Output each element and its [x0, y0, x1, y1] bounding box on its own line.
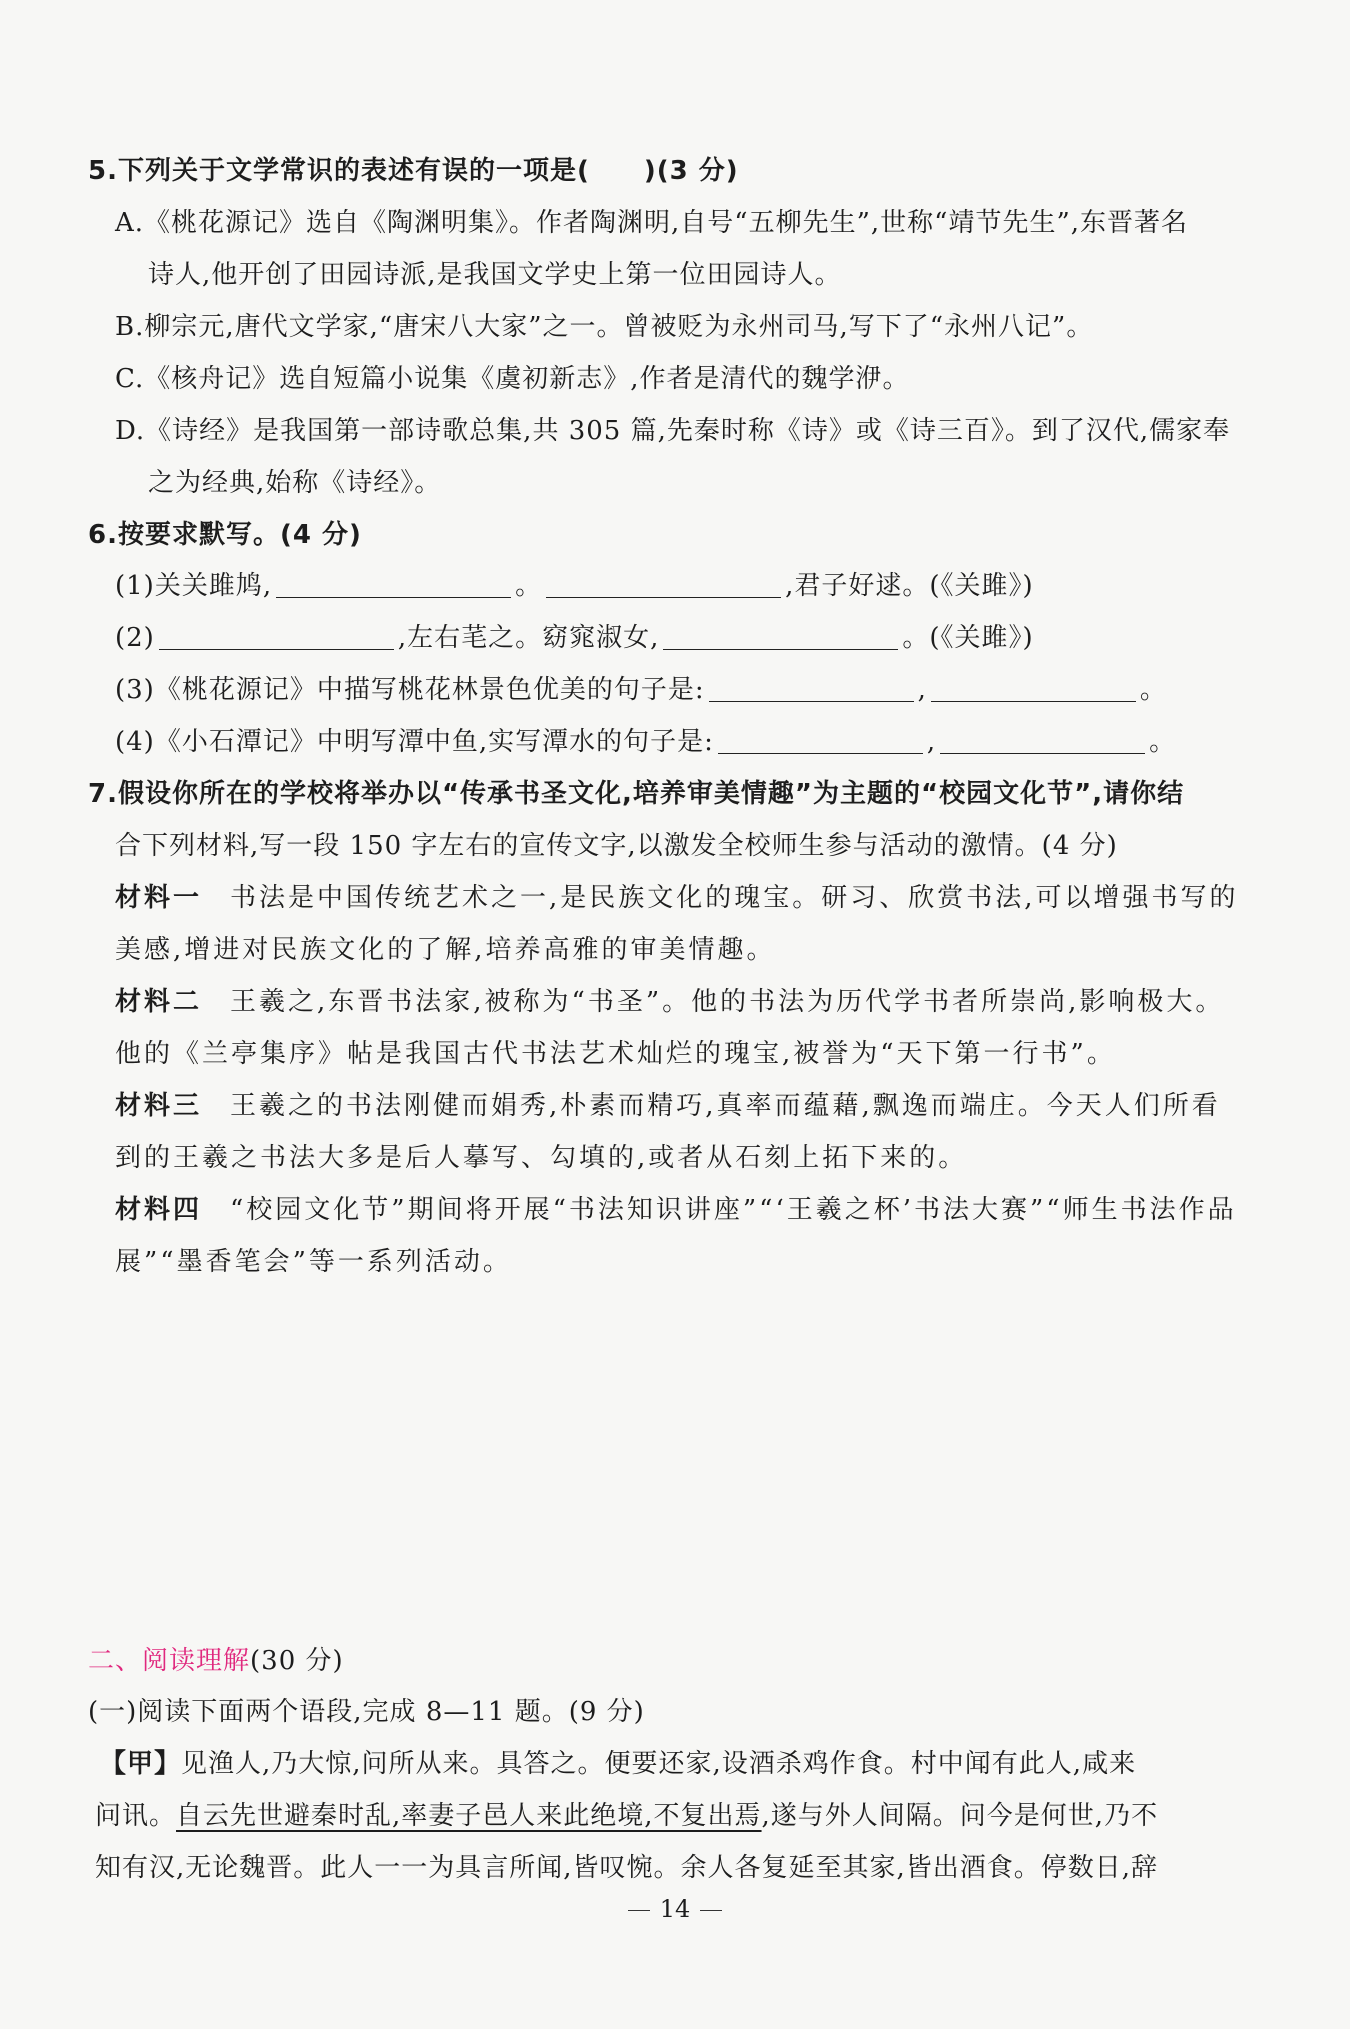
q6-item-3	[115, 672, 1167, 708]
section-2-title: 二、阅读理解	[88, 1646, 251, 1676]
q6-2-blank-2[interactable]	[663, 623, 898, 650]
section-2-heading	[88, 1643, 344, 1679]
material-1-line2: 美感,增进对民族文化的了解,培养高雅的审美情趣。	[115, 935, 776, 965]
q6-1-blank-2[interactable]	[546, 571, 781, 598]
material-1-line1	[115, 880, 1239, 916]
q6-3-blank-1[interactable]	[709, 675, 914, 702]
q6-3-text-a: (3)《桃花源记》中描写桃花林景色优美的句子是:	[115, 675, 705, 705]
section-2-subheading: (一)阅读下面两个语段,完成 8—11 题。(9 分)	[88, 1697, 645, 1727]
passage-jia-line3: 知有汉,无论魏晋。此人一一为具言所闻,皆叹惋。余人各复延至其家,皆出酒食。停数日,辞	[95, 1853, 1159, 1883]
q7-stem-line1: 7.假设你所在的学校将举办以“传承书圣文化,培养审美情趣”为主题的“校园文化节”,请你结	[88, 779, 1185, 809]
passage-jia-text-1: 见渔人,乃大惊,问所从来。具答之。便要还家,设酒杀鸡作食。村中闻有此人,咸来	[181, 1749, 1137, 1779]
material-2-line2: 他的《兰亭集序》帖是我国古代书法艺术灿烂的瑰宝,被誉为“天下第一行书”。	[115, 1039, 1116, 1069]
q6-2-text-c: 。(《关雎》)	[902, 623, 1034, 653]
q5-stem: 5.下列关于文学常识的表述有误的一项是( )(3 分)	[88, 156, 739, 186]
q6-1-text-a: (1)关关雎鸠,	[115, 571, 273, 601]
q6-3-blank-2[interactable]	[931, 675, 1136, 702]
q6-4-text-a: (4)《小石潭记》中明写潭中鱼,实写潭水的句子是:	[115, 727, 714, 757]
material-3-line2: 到的王羲之书法大多是后人摹写、勾填的,或者从石刻上拓下来的。	[115, 1143, 968, 1173]
material-1-label: 材料一	[115, 883, 203, 913]
q5-option-a-line1: A.《桃花源记》选自《陶渊明集》。作者陶渊明,自号“五柳先生”,世称“靖节先生”,东晋著名	[115, 208, 1189, 238]
q6-stem: 6.按要求默写。(4 分)	[88, 520, 362, 550]
q6-item-4	[115, 724, 1176, 760]
q7-stem-line2: 合下列材料,写一段 150 字左右的宣传文字,以激发全校师生参与活动的激情。(4 分)	[115, 831, 1118, 861]
material-2-label: 材料二	[115, 987, 203, 1017]
q6-4-blank-2[interactable]	[940, 727, 1145, 754]
q6-3-text-b: ,	[917, 675, 927, 705]
q6-2-text-b: ,左右芼之。窈窕淑女,	[397, 623, 660, 653]
passage-jia-underlined-sentence: 自云先世避秦时乱,率妻子邑人来此绝境,不复出焉	[176, 1801, 762, 1831]
q6-item-2	[115, 620, 1034, 656]
q5-option-b: B.柳宗元,唐代文学家,“唐宋八大家”之一。曾被贬为永州司马,写下了“永州八记”。	[115, 312, 1094, 342]
q6-4-text-b: ,	[926, 727, 937, 757]
material-2-text: 王羲之,东晋书法家,被称为“书圣”。他的书法为历代学书者所崇尚,影响极大。	[230, 987, 1225, 1017]
material-4-label: 材料四	[115, 1195, 203, 1225]
q6-3-text-c: 。	[1139, 675, 1167, 705]
q5-option-c: C.《核舟记》选自短篇小说集《虞初新志》,作者是清代的魏学洢。	[115, 364, 910, 394]
passage-jia-label: 【甲】	[100, 1749, 182, 1779]
q6-1-blank-1[interactable]	[276, 571, 511, 598]
material-4-line1	[115, 1192, 1237, 1228]
q6-4-blank-1[interactable]	[718, 727, 923, 754]
q7-answer-area[interactable]	[88, 1300, 1258, 1630]
material-1-text: 书法是中国传统艺术之一,是民族文化的瑰宝。研习、欣赏书法,可以增强书写的	[230, 883, 1239, 913]
material-4-text: “校园文化节”期间将开展“书法知识讲座”“‘王羲之杯’书法大赛”“师生书法作品	[230, 1195, 1237, 1225]
page-footer	[0, 1895, 1350, 1923]
material-3-label: 材料三	[115, 1091, 203, 1121]
passage-jia-text-2b: ,遂与外人间隔。问今是何世,乃不	[761, 1801, 1159, 1831]
material-2-line1	[115, 984, 1224, 1020]
material-3-line1	[115, 1088, 1221, 1124]
q6-4-text-c: 。	[1149, 727, 1177, 757]
q6-2-blank-1[interactable]	[159, 623, 394, 650]
q5-option-a-line2: 诗人,他开创了田园诗派,是我国文学史上第一位田园诗人。	[148, 260, 842, 290]
q6-item-1	[115, 568, 1034, 604]
footer-dash-right	[700, 1910, 722, 1911]
footer-dash-left	[628, 1910, 650, 1911]
q5-option-d-line1: D.《诗经》是我国第一部诗歌总集,共 305 篇,先秦时称《诗》或《诗三百》。到了汉代,儒家奉	[115, 416, 1231, 446]
passage-jia-line2	[95, 1798, 1158, 1834]
q6-2-text-a: (2)	[115, 623, 155, 653]
passage-jia-line1	[100, 1746, 1136, 1782]
q6-1-text-c: ,君子好逑。(《关雎》)	[785, 571, 1034, 601]
page-number: 14	[659, 1895, 691, 1923]
material-3-text: 王羲之的书法刚健而娟秀,朴素而精巧,真率而蕴藉,飘逸而端庄。今天人们所看	[230, 1091, 1221, 1121]
material-4-line2: 展”“墨香笔会”等一系列活动。	[115, 1247, 512, 1277]
passage-jia-text-2a: 问讯。	[95, 1801, 177, 1831]
q5-option-d-line2: 之为经典,始称《诗经》。	[148, 468, 442, 498]
section-2-score: (30 分)	[250, 1646, 344, 1676]
q6-1-text-b: 。	[515, 571, 543, 601]
